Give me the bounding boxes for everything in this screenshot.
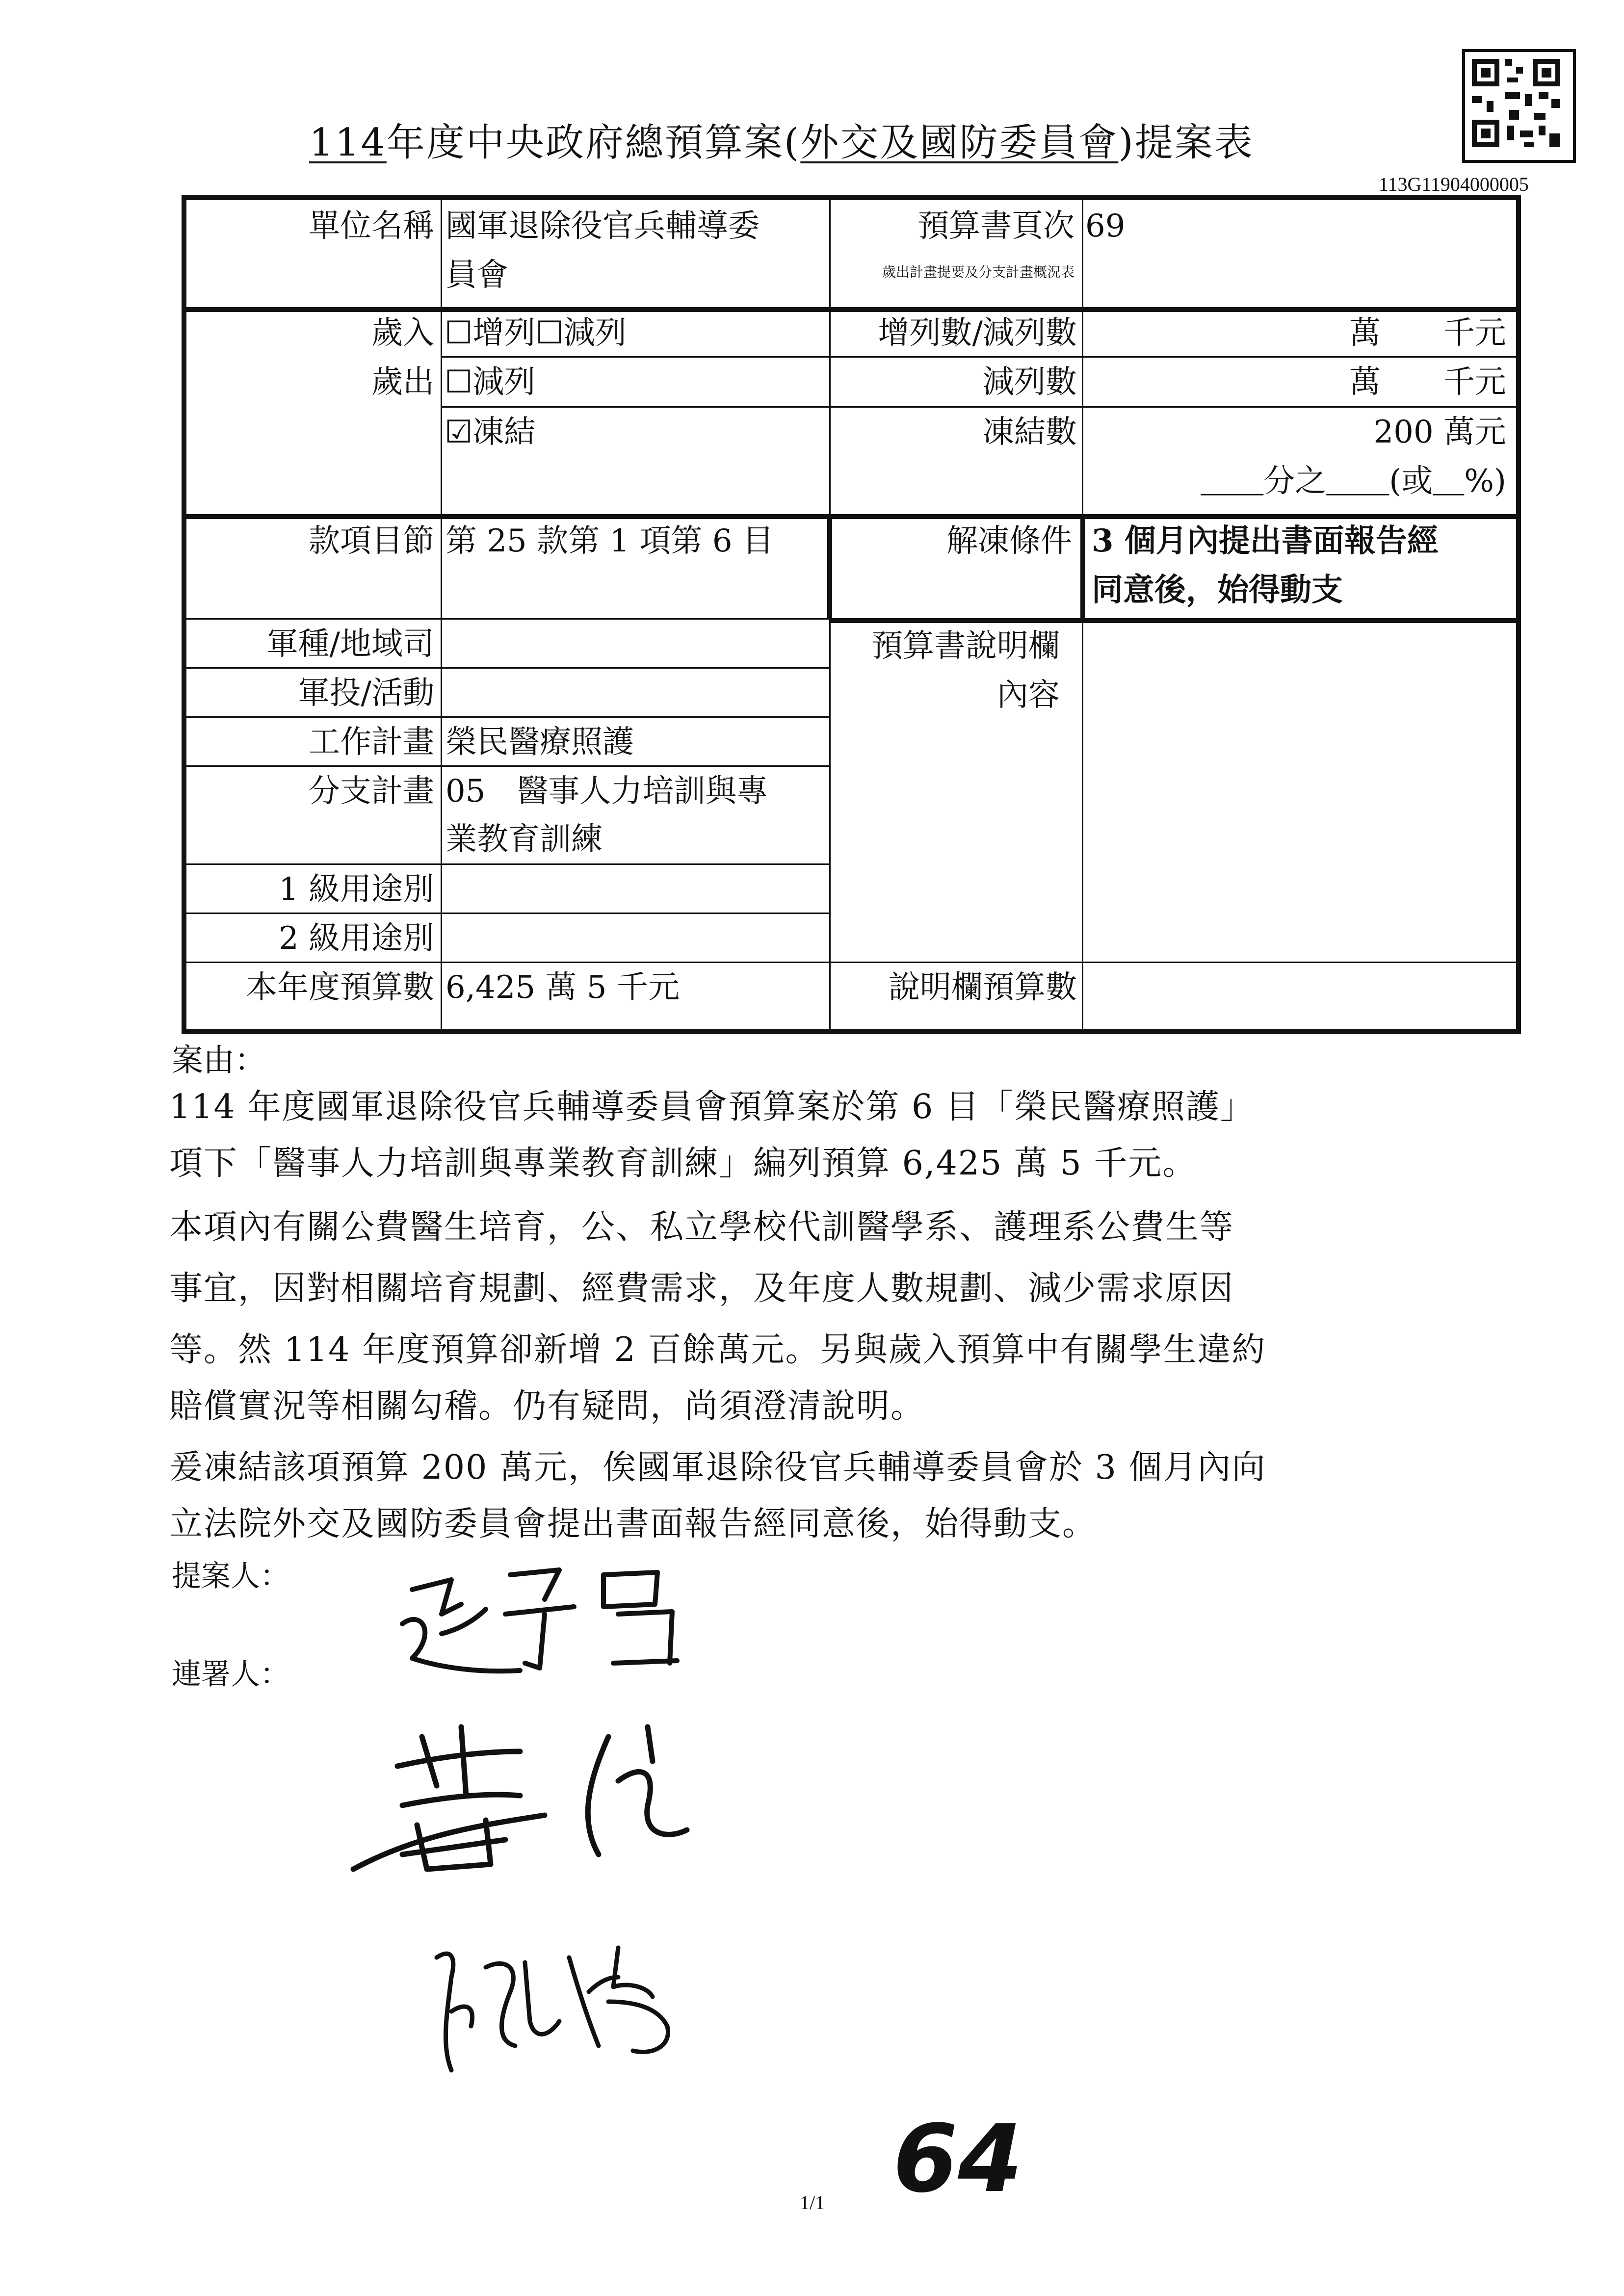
case-line-1: 114 年度國軍退除役官兵輔導委員會預算案於第 6 目「榮民醫療照護」 bbox=[169, 1088, 1255, 1126]
case-label: 案由： bbox=[172, 1043, 266, 1079]
freeze-label: 凍結數 bbox=[983, 414, 1077, 450]
item-value: 第 25 款第 1 項第 6 目 bbox=[445, 523, 774, 559]
cosigner-label: 連署人： bbox=[172, 1657, 289, 1692]
fraction-line: ＿＿分之＿＿(或＿%) bbox=[1201, 463, 1506, 499]
case-line-4: 事宜，因對相關培育規劃、經費需求，及年度人數規劃、減少需求原因 bbox=[169, 1269, 1234, 1308]
plan-value: 榮民醫療照護 bbox=[445, 724, 634, 760]
subplan-value-line2: 業教育訓練 bbox=[445, 821, 602, 858]
page-ref-sublabel: 歲出計畫提要及分支計畫概況表 bbox=[882, 264, 1074, 280]
expense-label: 歲出 bbox=[371, 364, 434, 400]
item-label: 款項目節 bbox=[309, 523, 434, 559]
subplan-value-line1: 05 醫事人力培訓與專 bbox=[445, 773, 768, 809]
subplan-label: 分支計畫 bbox=[309, 773, 434, 809]
desc-label-line1: 預算書說明欄 bbox=[871, 628, 1060, 664]
col-divider bbox=[441, 200, 442, 1029]
desc-budget-label: 說明欄預算數 bbox=[889, 969, 1077, 1006]
investment-label: 軍投/活動 bbox=[298, 675, 434, 711]
col-divider bbox=[1082, 200, 1083, 514]
qr-code bbox=[1462, 49, 1576, 163]
budget-label: 本年度預算數 bbox=[246, 969, 434, 1006]
col-divider bbox=[1082, 618, 1083, 1029]
budget-value: 6,425 萬 5 千元 bbox=[445, 969, 680, 1006]
title-mid: 年度中央政府總預算案( bbox=[386, 121, 801, 165]
page-ref-label: 預算書頁次 bbox=[917, 208, 1074, 244]
page-indicator: 1/1 bbox=[800, 2192, 825, 2214]
unfreeze-value-line1: 3 個月內提出書面報告經 bbox=[1092, 522, 1439, 559]
col-divider bbox=[827, 514, 832, 618]
col-divider bbox=[1080, 514, 1085, 618]
unfreeze-value-line2: 同意後，始得動支 bbox=[1092, 572, 1343, 608]
page-ref-value: 69 bbox=[1085, 208, 1126, 244]
page-stamp-number: 64 bbox=[893, 2105, 1023, 2213]
row-divider bbox=[186, 618, 829, 620]
desc-label-line2: 內容 bbox=[997, 677, 1060, 713]
inc-dec-label: 增列數/減列數 bbox=[878, 315, 1077, 351]
income-options: ☐增列☐減列 bbox=[445, 315, 627, 351]
col-divider bbox=[829, 200, 831, 514]
title-committee: 外交及國防委員會 bbox=[800, 121, 1119, 165]
signature-2 bbox=[343, 1707, 716, 1894]
dec-label: 減列數 bbox=[983, 364, 1077, 400]
dec-value: 萬 千元 bbox=[1349, 364, 1506, 400]
case-line-2: 項下「醫事人力培訓與專業教育訓練」編列預算 6,425 萬 5 千元。 bbox=[169, 1144, 1197, 1183]
title-end: )提案表 bbox=[1118, 121, 1254, 165]
unit-value-line1: 國軍退除役官兵輔導委 bbox=[445, 208, 760, 244]
inc-dec-value: 萬 千元 bbox=[1349, 315, 1506, 351]
unfreeze-label: 解凍條件 bbox=[946, 523, 1072, 559]
signature-1 bbox=[383, 1545, 697, 1712]
title-year: 114 bbox=[309, 121, 387, 165]
expense-option-freeze: ☑凍結 bbox=[445, 414, 536, 450]
signature-3 bbox=[422, 1928, 707, 2090]
case-line-3: 本項內有關公費醫生培育，公、私立學校代訓醫學系、護理系公費生等 bbox=[169, 1208, 1234, 1247]
case-line-7: 爰凍結該項預算 200 萬元，俟國軍退除役官兵輔導委員會於 3 個月內向 bbox=[169, 1448, 1266, 1487]
income-label: 歲入 bbox=[371, 315, 434, 351]
col-divider bbox=[829, 618, 831, 1029]
use1-label: 1 級用途別 bbox=[278, 871, 434, 908]
row-divider bbox=[442, 406, 1516, 408]
case-line-6: 賠償實況等相關勾稽。仍有疑問，尚須澄清說明。 bbox=[169, 1387, 925, 1426]
case-line-8: 立法院外交及國防委員會提出書面報告經同意後，始得動支。 bbox=[169, 1505, 1097, 1543]
use2-label: 2 級用途別 bbox=[278, 920, 434, 957]
document-number: 113G11904000005 bbox=[1379, 173, 1529, 195]
qr-code-icon bbox=[1465, 52, 1567, 154]
proposal-form-table bbox=[182, 195, 1521, 1034]
proposer-label: 提案人： bbox=[172, 1559, 289, 1593]
unit-value-line2: 員會 bbox=[445, 257, 508, 293]
expense-option-cut: ☐減列 bbox=[445, 364, 536, 400]
service-label: 軍種/地域司 bbox=[266, 626, 434, 662]
page-title bbox=[309, 112, 1254, 167]
unit-label: 單位名稱 bbox=[309, 208, 434, 244]
freeze-value: 200 萬元 bbox=[1373, 414, 1506, 450]
case-line-5: 等。然 114 年度預算卻新增 2 百餘萬元。另與歲入預算中有關學生違約 bbox=[169, 1331, 1266, 1369]
row-divider bbox=[186, 863, 829, 865]
plan-label: 工作計畫 bbox=[309, 724, 434, 760]
